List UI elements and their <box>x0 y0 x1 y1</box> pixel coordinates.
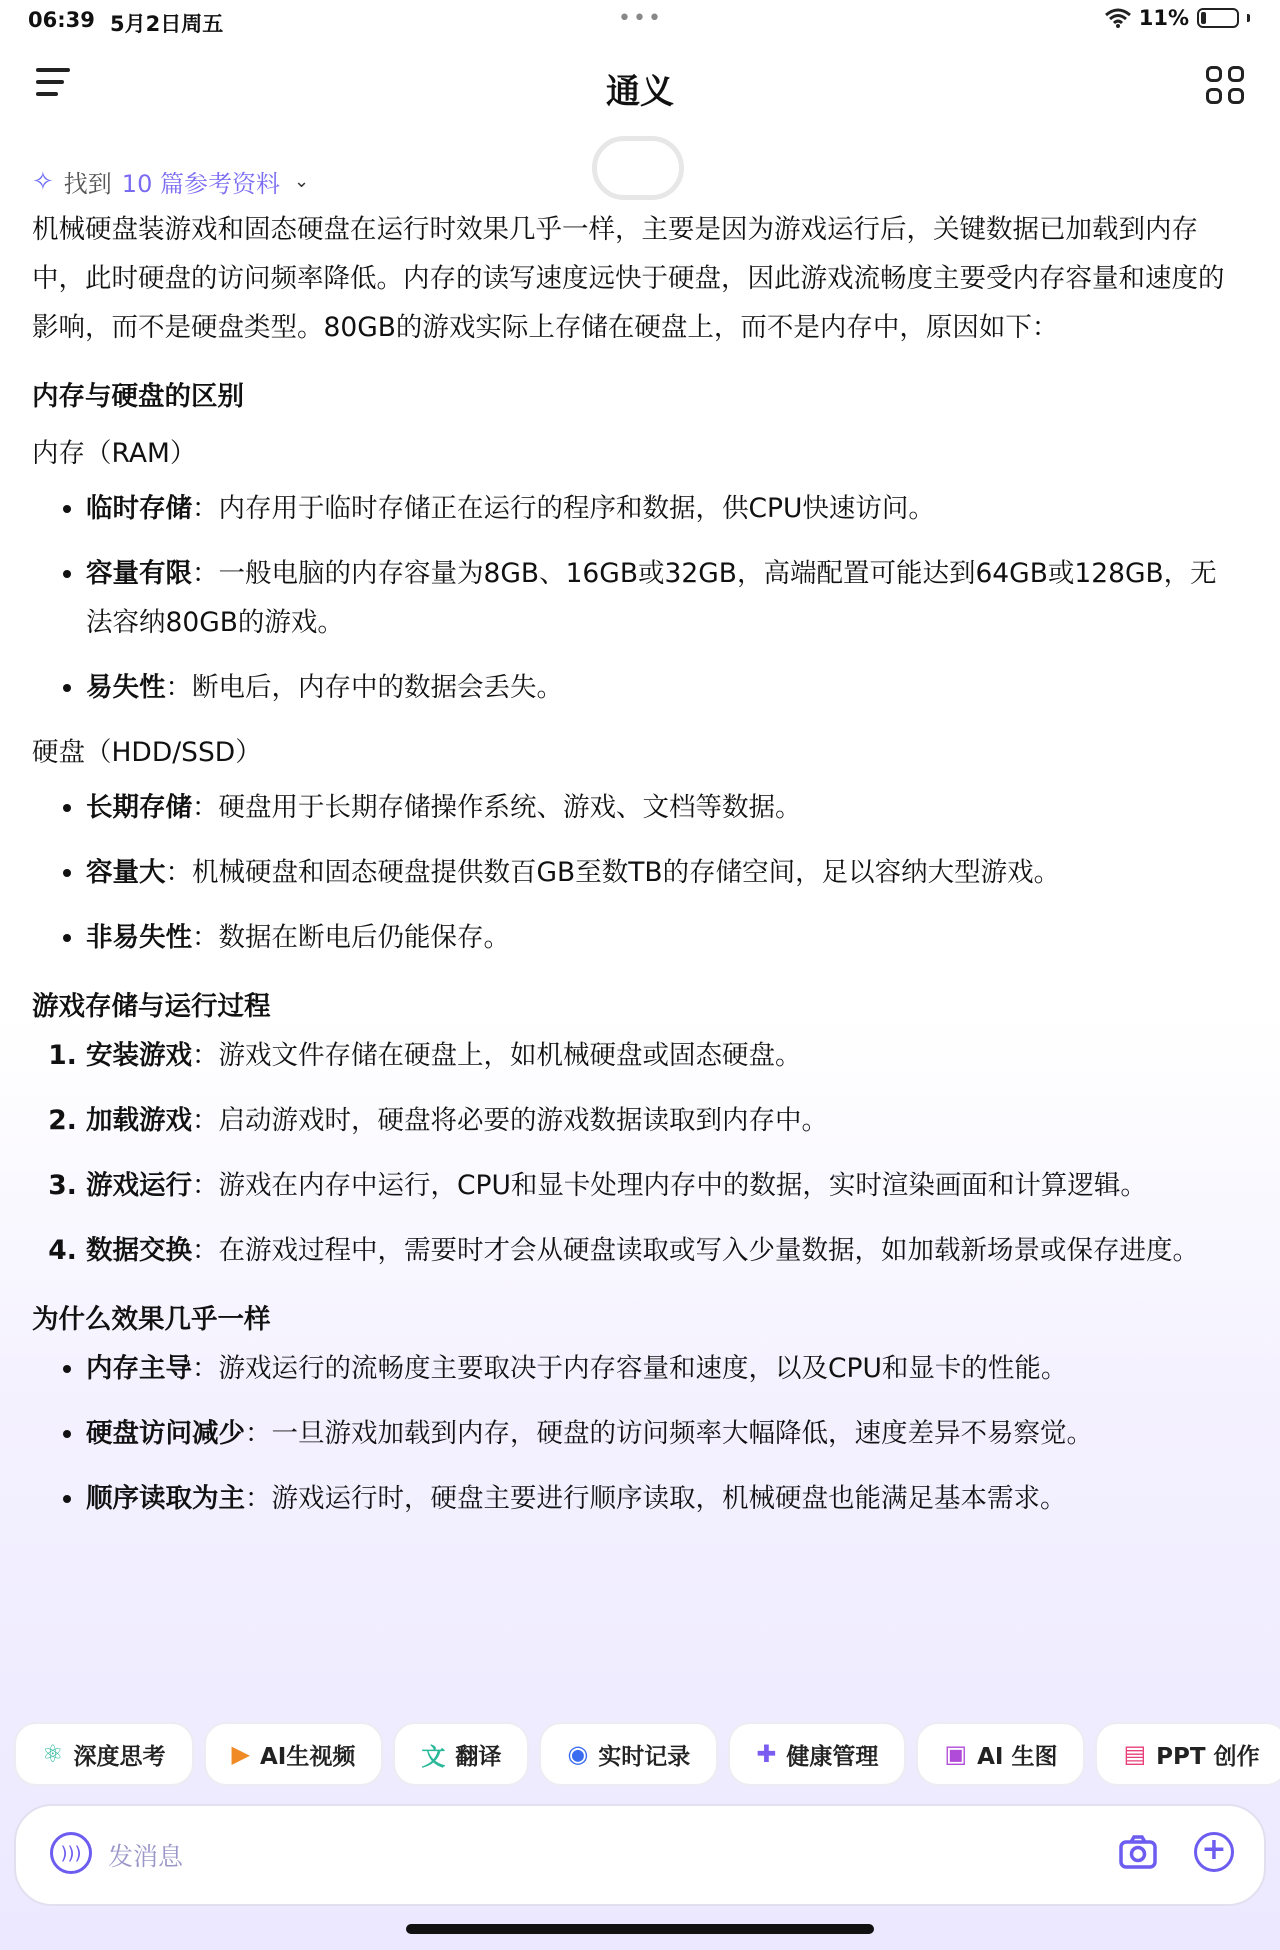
quick-action-chips <box>14 1722 1280 1790</box>
battery-percent: 11% <box>1138 6 1189 30</box>
deep-think-icon: ⚛ <box>42 1740 64 1768</box>
list-item: 1. 安装游戏：游戏文件存储在硬盘上，如机械硬盘或固态硬盘。 <box>86 1031 1242 1080</box>
references-prefix: 找到 <box>63 170 112 198</box>
chip-2[interactable] <box>393 1722 529 1786</box>
answer-content <box>32 160 1242 1539</box>
message-composer <box>14 1804 1266 1906</box>
list-item: 4. 数据交换：在游戏过程中，需要时才会从硬盘读取或写入少量数据，如加载新场景或保存进度。 <box>86 1226 1242 1275</box>
section-heading: 内存与硬盘的区别 <box>32 381 244 412</box>
page-title: 通义 <box>606 72 674 112</box>
list-item: • 非易失性：数据在断电后仍能保存。 <box>86 913 1242 962</box>
voice-icon[interactable]: ))) <box>50 1832 92 1874</box>
list-item: • 内存主导：游戏运行的流畅度主要取决于内存容量和速度，以及CPU和显卡的性能。 <box>86 1344 1242 1393</box>
chip-label: 健康管理 <box>786 1743 879 1770</box>
battery-tip <box>1247 14 1250 22</box>
status-date: 5月2日周五 <box>110 12 224 36</box>
wifi-icon <box>1105 8 1131 28</box>
ppt-icon: ▤ <box>1123 1740 1147 1768</box>
sparkle-icon: ✧ <box>32 166 54 197</box>
message-input[interactable] <box>106 1830 1010 1882</box>
chip-5[interactable] <box>916 1722 1085 1786</box>
list-item: • 硬盘访问减少：一旦游戏加载到内存，硬盘的访问频率大幅降低，速度差异不易察觉。 <box>86 1409 1242 1458</box>
translate-icon: 文 <box>421 1742 446 1771</box>
apps-grid-button[interactable] <box>1206 66 1244 104</box>
list-item: 2. 加载游戏：启动游戏时，硬盘将必要的游戏数据读取到内存中。 <box>86 1096 1242 1145</box>
list-item: • 长期存储：硬盘用于长期存储操作系统、游戏、文档等数据。 <box>86 783 1242 832</box>
image-icon: ▣ <box>944 1740 968 1768</box>
chip-label: 翻译 <box>455 1743 502 1770</box>
chip-label: 实时记录 <box>598 1743 691 1770</box>
list-item: 3. 游戏运行：游戏在内存中运行，CPU和显卡处理内存中的数据，实时渲染画面和计算逻辑。 <box>86 1161 1242 1210</box>
list-item: • 临时存储：内存用于临时存储正在运行的程序和数据，供CPU快速访问。 <box>86 484 1242 533</box>
list-item: • 容量大：机械硬盘和固态硬盘提供数百GB至数TB的存储空间，足以容纳大型游戏。 <box>86 848 1242 897</box>
status-bar <box>0 0 1280 40</box>
list-item: • 容量有限：一般电脑的内存容量为8GB、16GB或32GB，高端配置可能达到64GB或128GB，无法容纳80GB的游戏。 <box>86 549 1242 647</box>
list-item: • 易失性：断电后，内存中的数据会丢失。 <box>86 663 1242 712</box>
chip-3[interactable] <box>539 1722 718 1786</box>
chip-label: PPT 创作 <box>1156 1743 1260 1770</box>
record-icon: ◉ <box>567 1740 589 1768</box>
chip-0[interactable] <box>14 1722 194 1786</box>
section-heading: 游戏存储与运行过程 <box>32 991 271 1022</box>
subsection-title: 硬盘（HDD/SSD） <box>32 737 262 768</box>
why-list <box>32 1344 1242 1523</box>
subsection-title: 内存（RAM） <box>32 438 197 469</box>
chip-1[interactable] <box>204 1722 384 1786</box>
list-item: • 顺序读取为主：游戏运行时，硬盘主要进行顺序读取，机械硬盘也能满足基本需求。 <box>86 1474 1242 1523</box>
grid-icon-cell <box>1206 66 1222 82</box>
camera-icon[interactable] <box>1118 1832 1158 1872</box>
chevron-down-icon: ⌄ <box>293 171 310 192</box>
battery-icon <box>1197 8 1239 28</box>
section-heading: 为什么效果几乎一样 <box>32 1304 271 1335</box>
home-indicator <box>406 1924 874 1934</box>
grid-icon-cell <box>1228 88 1244 104</box>
grid-icon-cell <box>1228 66 1244 82</box>
drag-handle[interactable] <box>592 136 684 200</box>
chip-6[interactable] <box>1095 1722 1280 1786</box>
disk-list <box>32 783 1242 962</box>
chip-4[interactable] <box>728 1722 906 1786</box>
health-icon: ✚ <box>756 1740 777 1768</box>
process-list <box>32 1031 1242 1275</box>
add-icon[interactable]: + <box>1194 1832 1234 1872</box>
chip-label: 深度思考 <box>73 1743 166 1770</box>
chip-label: AI 生图 <box>977 1743 1058 1770</box>
references-count: 10 篇参考资料 <box>121 170 280 198</box>
multitask-dots[interactable]: ••• <box>618 6 663 31</box>
video-icon: ▶ <box>231 1740 250 1768</box>
nav-bar <box>0 50 1280 120</box>
ram-list <box>32 484 1242 712</box>
grid-icon-cell <box>1206 88 1222 104</box>
answer-intro: 机械硬盘装游戏和固态硬盘在运行时效果几乎一样，主要是因为游戏运行后，关键数据已加载到内存中，此时硬盘的访问频率降低。内存的读写速度远快于硬盘，因此游戏流畅度主要受内存容量和速度的影响，而不是硬盘类型。80GB的游戏实际上存储在硬盘上，而不是内存中，原因如下： <box>32 214 1225 343</box>
status-right <box>1105 6 1250 30</box>
status-time: 06:39 <box>28 8 95 32</box>
chip-label: AI生视频 <box>259 1743 356 1770</box>
